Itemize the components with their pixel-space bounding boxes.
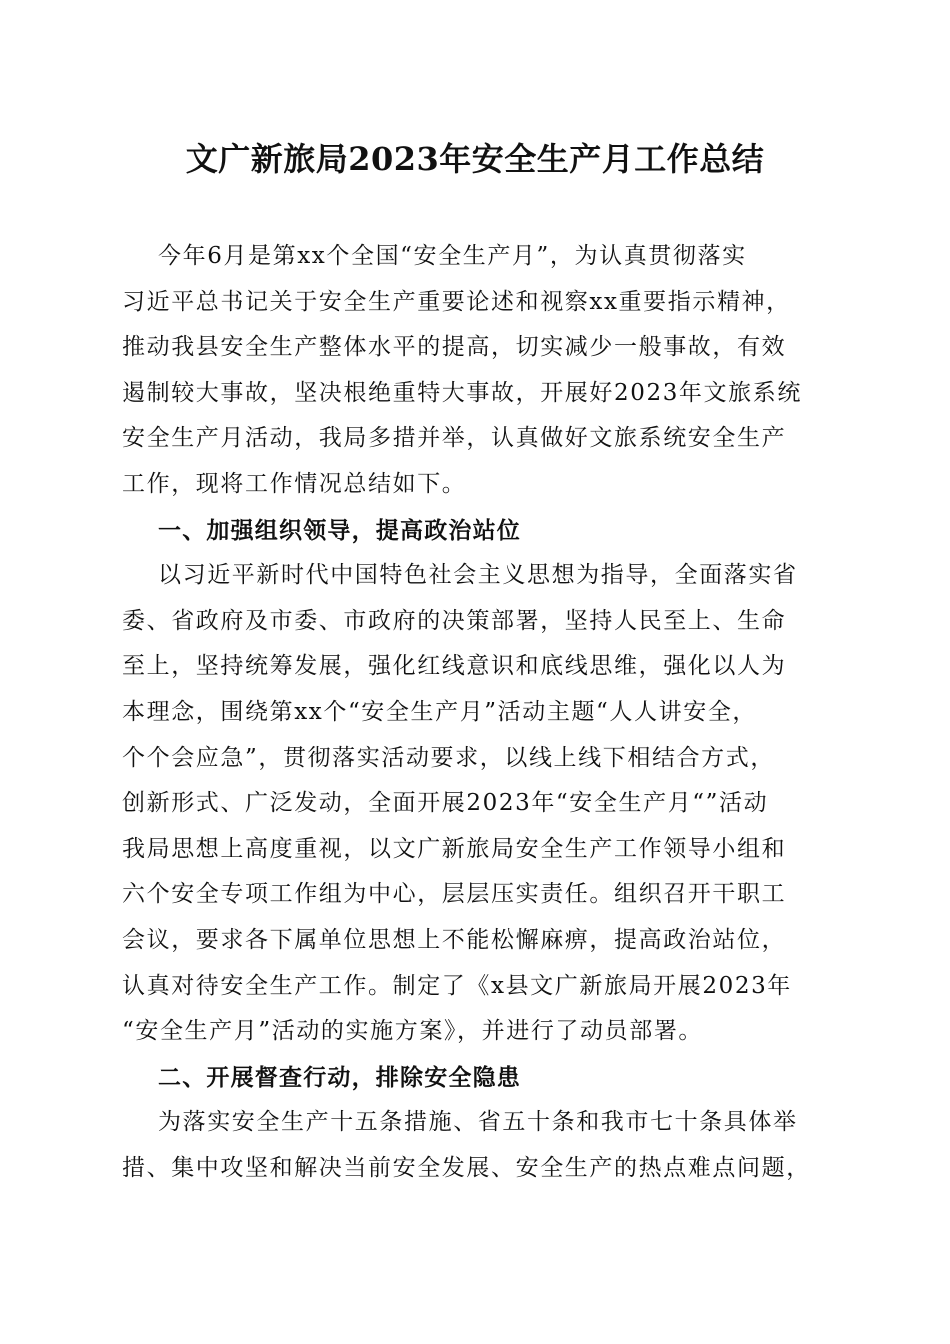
paragraph-line: 个个会应急”，贯彻落实活动要求，以线上线下相结合方式， (122, 744, 775, 771)
paragraph-line: 安全生产月活动，我局多措并举，认真做好文旅系统安全生产 (122, 425, 787, 452)
paragraph-line: “安全生产月”活动的实施方案》，并进行了动员部署。 (122, 1018, 704, 1045)
section-heading: 一、加强组织领导，提高政治站位 (158, 516, 521, 544)
paragraph-line: 委、省政府及市委、市政府的决策部署，坚持人民至上、生命 (122, 607, 787, 634)
paragraph-line: 推动我县安全生产整体水平的提高，切实减少一般事故，有效 (122, 334, 787, 361)
paragraph-line: 以习近平新时代中国特色社会主义思想为指导，全面落实省 (158, 562, 798, 589)
document-title: 文广新旅局2023年安全生产月工作总结 (185, 140, 765, 178)
section-heading: 二、开展督查行动，排除安全隐患 (158, 1063, 521, 1091)
paragraph-line: 本理念，围绕第xx个“安全生产月”活动主题“人人讲安全， (122, 698, 758, 725)
paragraph-line: 措、集中攻坚和解决当前安全发展、安全生产的热点难点问题， (122, 1154, 811, 1181)
paragraph-line: 工作，现将工作情况总结如下。 (122, 470, 467, 497)
paragraph-line: 至上，坚持统筹发展，强化红线意识和底线思维，强化以人为 (122, 653, 787, 680)
paragraph-line: 我局思想上高度重视，以文广新旅局安全生产工作领导小组和 (122, 835, 787, 862)
paragraph-line: 为落实安全生产十五条措施、省五十条和我市七十条具体举 (158, 1109, 798, 1136)
paragraph-line: 创新形式、广泛发动，全面开展2023年“安全生产月“”活动 (122, 790, 769, 817)
paragraph-line: 习近平总书记关于安全生产重要论述和视察xx重要指示精神， (122, 288, 791, 315)
document-body (122, 234, 832, 1191)
paragraph-line: 六个安全专项工作组为中心，层层压实责任。组织召开干职工 (122, 881, 787, 908)
paragraph-line: 会议，要求各下属单位思想上不能松懈麻痹，提高政治站位， (122, 926, 787, 953)
paragraph-line: 今年6月是第xx个全国“安全生产月”，为认真贯彻落实 (158, 243, 747, 269)
paragraph-line: 认真对待安全生产工作。制定了《x县文广新旅局开展2023年 (122, 972, 792, 999)
paragraph-line: 遏制较大事故，坚决根绝重特大事故，开展好2023年文旅系统 (122, 379, 802, 406)
